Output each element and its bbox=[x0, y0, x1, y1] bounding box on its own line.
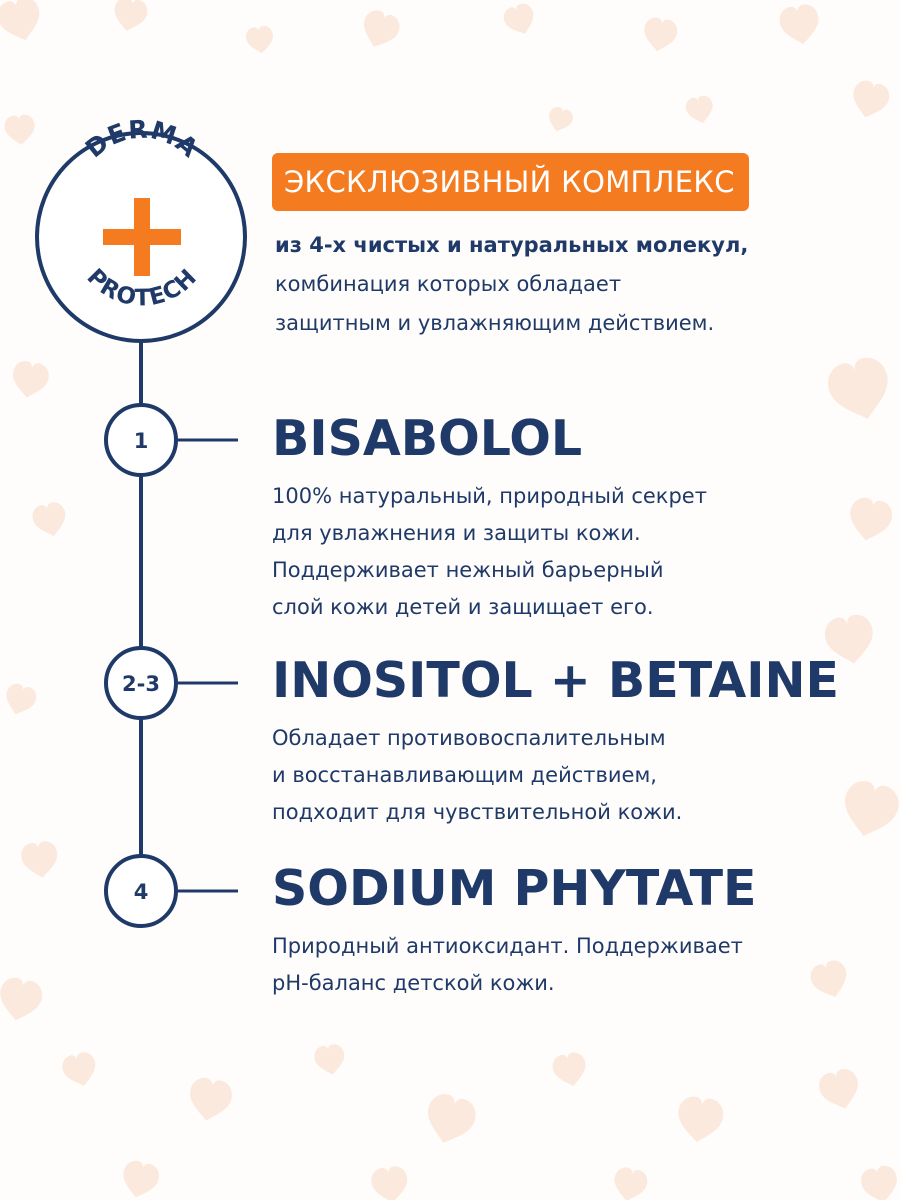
logo-top-text: DERMA bbox=[79, 114, 205, 164]
ingredient-description-bisabolol bbox=[272, 478, 882, 626]
intro-text bbox=[275, 226, 875, 343]
description-line: Обладает противовоспалительным bbox=[272, 726, 666, 750]
step-number-1: 1 bbox=[133, 429, 149, 453]
description-line: pH-баланс детской кожи. bbox=[272, 971, 555, 995]
step-number-3: 4 bbox=[133, 880, 149, 904]
ingredient-title-inositol-betaine: INOSITOL + BETAINE bbox=[272, 652, 839, 709]
description-line: слой кожи детей и защищает его. bbox=[272, 595, 654, 619]
description-line: для увлажнения и защиты кожи. bbox=[272, 521, 641, 545]
ingredient-description-sodium-phytate bbox=[272, 928, 882, 1002]
description-line: и восстанавливающим действием, bbox=[272, 763, 657, 787]
description-line: Природный антиоксидант. Поддерживает bbox=[272, 934, 743, 958]
step-circle-3 bbox=[106, 856, 176, 926]
description-line: подходит для чувствительной кожи. bbox=[272, 800, 683, 824]
description-line: Поддерживает нежный барьерный bbox=[272, 558, 664, 582]
description-line: 100% натуральный, природный секрет bbox=[272, 484, 707, 508]
ingredient-title-bisabolol: BISABOLOL bbox=[272, 410, 583, 467]
ingredient-description-inositol-betaine bbox=[272, 720, 882, 831]
intro-line: защитным и увлажняющим действием. bbox=[275, 311, 715, 335]
ingredient-title-sodium-phytate: SODIUM PHYTATE bbox=[272, 860, 757, 917]
logo-bottom-text: PROTECH bbox=[81, 263, 203, 312]
derma-protech-logo bbox=[37, 115, 245, 341]
intro-line: комбинация которых обладает bbox=[275, 272, 622, 296]
step-circle-2 bbox=[106, 648, 176, 718]
step-number-2: 2-3 bbox=[122, 672, 160, 696]
exclusive-complex-badge: ЭКСКЛЮЗИВНЫЙ КОМПЛЕКС bbox=[272, 153, 749, 211]
step-circle-1 bbox=[106, 405, 176, 475]
intro-lead: из 4-х чистых и натуральных молекул, bbox=[275, 233, 749, 257]
